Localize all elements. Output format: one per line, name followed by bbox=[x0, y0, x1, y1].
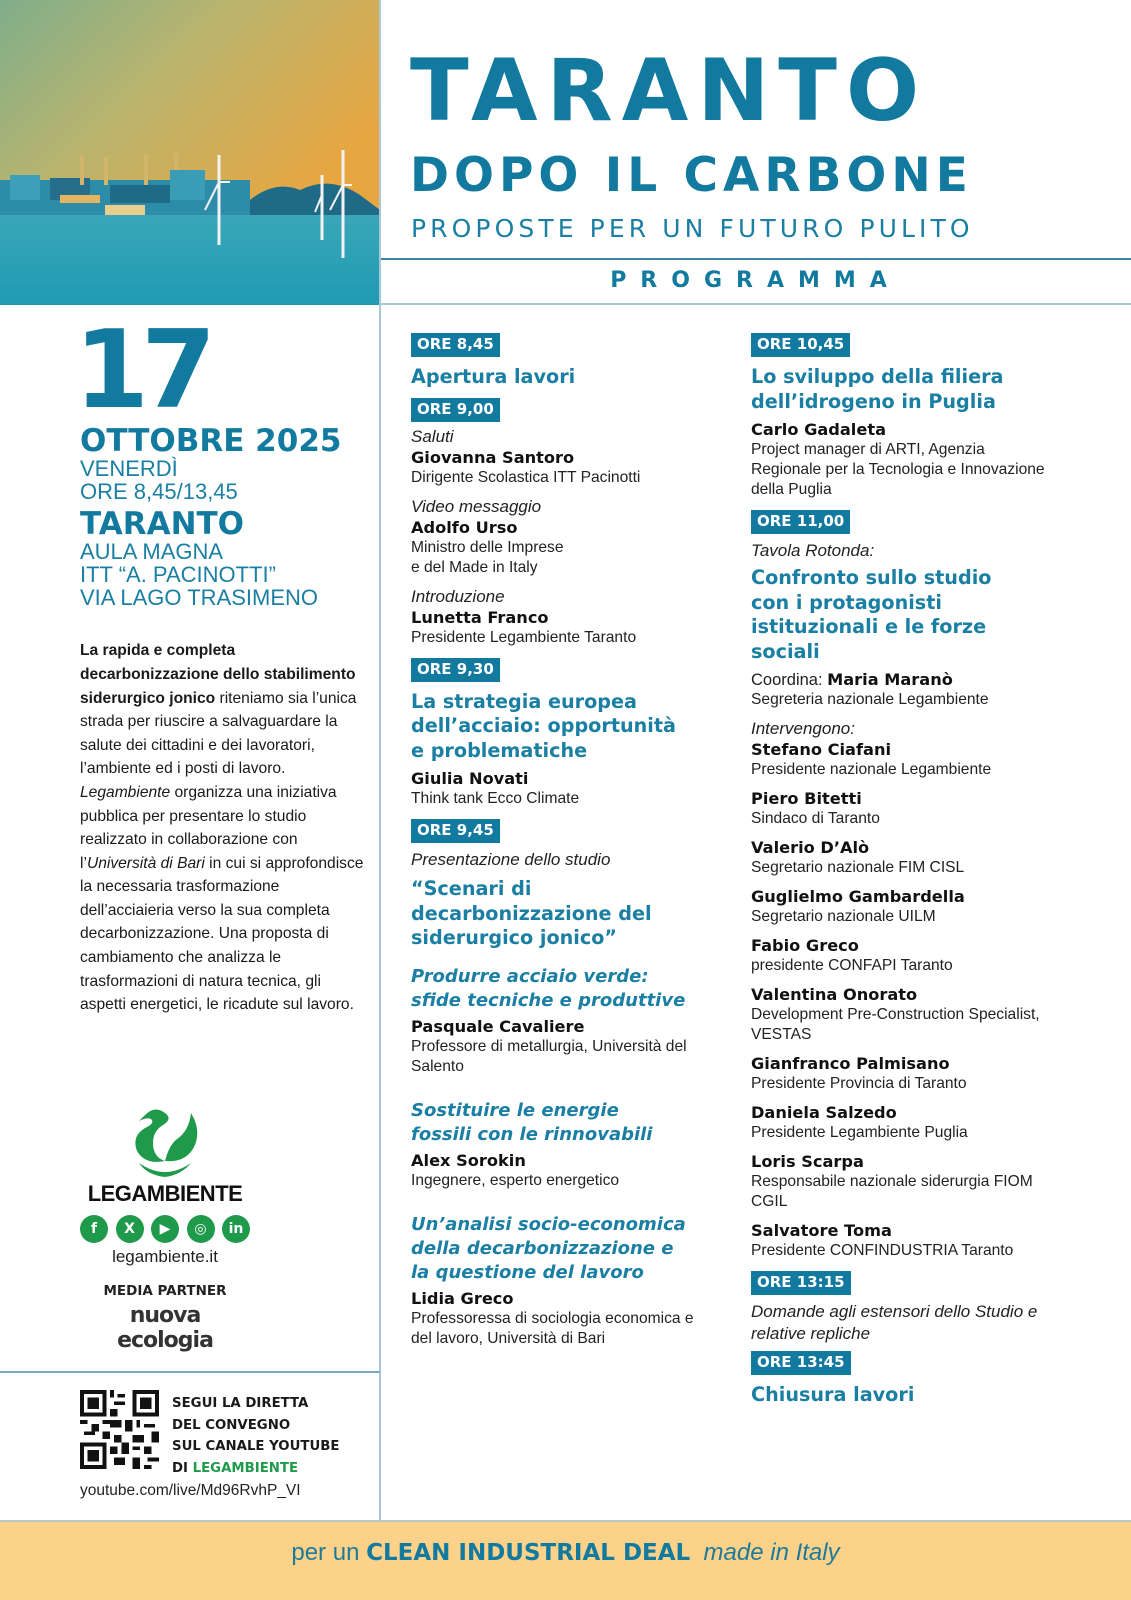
livestream-line bbox=[172, 1458, 339, 1480]
program-slot bbox=[751, 333, 1081, 500]
divider bbox=[380, 258, 1131, 260]
speaker-name: Lidia Greco bbox=[411, 1288, 514, 1308]
speaker-name: Giulia Novati bbox=[411, 769, 529, 788]
speaker-role: Presidente CONFINDUSTRIA Taranto bbox=[751, 1242, 1014, 1259]
event-hours: ORE 8,45/13,45 bbox=[80, 479, 238, 505]
intro-text: organizza una iniziativa pubblica per presentare lo studio realizzato in collaborazione con l’ bbox=[80, 783, 337, 872]
livestream-prefix: DI bbox=[172, 1460, 193, 1476]
speaker-role: Presidente Legambiente Puglia bbox=[751, 1124, 968, 1141]
speaker-role: Project manager di ARTI, Agenzia Regionale per la Tecnologia e Innovazione della Puglia bbox=[751, 441, 1045, 498]
session-title: Apertura lavori bbox=[411, 365, 576, 388]
event-weekday: VENERDÌ bbox=[80, 456, 178, 482]
speaker-name: Salvatore Toma bbox=[751, 1221, 892, 1240]
speaker-item bbox=[751, 1054, 1081, 1094]
talk-subtitle: Produrre acciaio verde: sfide tecniche e produttive bbox=[411, 965, 686, 1011]
venue-line: ITT “A. PACINOTTI” bbox=[80, 562, 276, 588]
program-slot bbox=[411, 333, 721, 390]
speaker-name: Stefano Ciafani bbox=[751, 740, 892, 759]
facebook-icon[interactable]: f bbox=[80, 1215, 108, 1243]
speaker-role: Think tank Ecco Climate bbox=[411, 790, 580, 807]
moderator bbox=[751, 670, 1081, 690]
swan-logo-icon bbox=[125, 1105, 205, 1179]
speaker-item bbox=[751, 887, 1081, 927]
time-badge: ORE 13:15 bbox=[751, 1271, 851, 1295]
speaker-name: Valentina Onorato bbox=[751, 985, 918, 1004]
session-title: Chiusura lavori bbox=[751, 1383, 915, 1406]
speaker-name: Gianfranco Palmisano bbox=[751, 1054, 950, 1073]
x-icon[interactable]: X bbox=[116, 1215, 144, 1243]
speaker-role: Presidente nazionale Legambiente bbox=[751, 761, 992, 778]
program-column-2 bbox=[751, 333, 1081, 1408]
youtube-icon[interactable]: ▶ bbox=[151, 1215, 179, 1243]
speaker-role: Responsabile nazionale siderurgia FIOM CGIL bbox=[751, 1173, 1033, 1210]
session-title: Lo sviluppo della filiera dell’idrogeno in Puglia bbox=[751, 365, 1004, 413]
speaker-role: Dirigente Scolastica ITT Pacinotti bbox=[411, 468, 641, 486]
speaker-item bbox=[751, 1103, 1081, 1143]
session-title: Confronto sullo studio con i protagonisti istituzionali e le forze sociali bbox=[751, 566, 992, 663]
time-badge: ORE 13:45 bbox=[751, 1351, 851, 1375]
organizer-block bbox=[80, 1105, 250, 1353]
divider bbox=[380, 303, 1131, 305]
segment-label: Intervengono: bbox=[751, 719, 855, 738]
talk-subtitle: Sostituire le energie fossili con le rinnovabili bbox=[411, 1099, 653, 1145]
intro-org: Legambiente bbox=[80, 783, 171, 801]
livestream-line: SUL CANALE YOUTUBE bbox=[172, 1439, 340, 1454]
time-badge: ORE 10,45 bbox=[751, 333, 850, 357]
moderator-role: Segreteria nazionale Legambiente bbox=[751, 691, 989, 708]
segment-label: Presentazione dello studio bbox=[411, 850, 611, 869]
speaker-role: Segretario nazionale FIM CISL bbox=[751, 859, 965, 876]
footer-suffix: made in Italy bbox=[703, 1539, 840, 1566]
intro-text: in cui si approfondisce la necessaria trasformazione dell’acciaieria verso la sua completa decarbonizzazione. Una proposta di cambiamento che analizza le trasformazioni di natura tecnica, gli aspetti energetici, le ricadute sul lavoro. bbox=[80, 854, 364, 1014]
session-title: “Scenari di decarbonizzazione del siderurgico jonico” bbox=[411, 877, 652, 949]
website-link[interactable]: legambiente.it bbox=[112, 1247, 218, 1266]
footer-highlight: CLEAN INDUSTRIAL DEAL bbox=[366, 1540, 691, 1566]
speaker-role: Segretario nazionale UILM bbox=[751, 908, 936, 925]
divider bbox=[0, 1371, 380, 1373]
speaker-name: Daniela Salzedo bbox=[751, 1103, 897, 1122]
segment-label: Tavola Rotonda: bbox=[751, 541, 875, 560]
section-heading-programma: PROGRAMMA bbox=[610, 268, 901, 293]
speaker-item bbox=[751, 740, 1081, 780]
intro-text: riteniamo sia l’unica strada per riuscire a salvaguardare la salute dei cittadini e dei lavoratori, l’ambiente ed i posti di lavoro. bbox=[80, 689, 357, 778]
venue-line: VIA LAGO TRASIMENO bbox=[80, 585, 318, 611]
speaker-role: Ingegnere, esperto energetico bbox=[411, 1171, 620, 1189]
speaker-name: Giovanna Santoro bbox=[411, 447, 575, 467]
organizer-name: LEGAMBIENTE bbox=[87, 1181, 243, 1206]
speaker-item bbox=[751, 1152, 1081, 1212]
speaker-item bbox=[751, 789, 1081, 829]
page-title: TARANTO bbox=[410, 41, 929, 141]
segment-label: Saluti bbox=[411, 426, 454, 446]
hero-illustration bbox=[0, 0, 380, 305]
intro-university: Università di Bari bbox=[86, 854, 205, 872]
program-slot bbox=[751, 1351, 1081, 1408]
event-info bbox=[74, 308, 370, 1017]
youtube-link[interactable]: youtube.com/live/Md96RvhP_VI bbox=[80, 1482, 301, 1499]
program-slot bbox=[751, 510, 1081, 1261]
speaker-name: Lunetta Franco bbox=[411, 607, 549, 627]
venue-line: AULA MAGNA bbox=[80, 539, 224, 565]
time-badge: ORE 11,00 bbox=[751, 510, 850, 534]
speaker-role: Sindaco di Taranto bbox=[751, 810, 880, 827]
segment-label: Video messaggio bbox=[411, 496, 542, 516]
media-partner-logo: nuova ecologia bbox=[117, 1303, 213, 1353]
speaker-name: Fabio Greco bbox=[751, 936, 859, 955]
speaker-role: Presidente Provincia di Taranto bbox=[751, 1075, 967, 1092]
event-month-year: OTTOBRE 2025 bbox=[80, 422, 342, 459]
speaker-name: Loris Scarpa bbox=[751, 1152, 864, 1171]
time-badge: ORE 9,30 bbox=[411, 658, 500, 682]
segment-label: Introduzione bbox=[411, 586, 505, 606]
livestream-text bbox=[172, 1393, 339, 1479]
speaker-name: Piero Bitetti bbox=[751, 789, 862, 808]
event-city: TARANTO bbox=[80, 505, 245, 542]
speaker-role: Professore di metallurgia, Università del Salento bbox=[411, 1037, 687, 1075]
intro-bold: La rapida e completa decarbonizzazione dello stabilimento siderurgico jonico bbox=[80, 642, 356, 707]
speaker-name: Alex Sorokin bbox=[411, 1150, 526, 1170]
talk-subtitle: Un’analisi socio-economica della decarbonizzazione e la questione del lavoro bbox=[411, 1213, 686, 1283]
time-badge: ORE 8,45 bbox=[411, 333, 500, 357]
program-slot bbox=[751, 1271, 1081, 1345]
speaker-name: Carlo Gadaleta bbox=[751, 420, 887, 439]
speaker-item bbox=[751, 1221, 1081, 1261]
footer-banner bbox=[0, 1520, 1131, 1600]
instagram-icon[interactable]: ◎ bbox=[187, 1215, 215, 1243]
livestream-line: DEL CONVEGNO bbox=[172, 1417, 291, 1433]
speaker-list bbox=[751, 740, 1081, 1261]
speaker-name: Pasquale Cavaliere bbox=[411, 1016, 585, 1036]
time-badge: ORE 9,45 bbox=[411, 819, 500, 843]
column-divider bbox=[379, 0, 381, 1520]
media-partner-label: MEDIA PARTNER bbox=[103, 1283, 227, 1299]
livestream-channel: LEGAMBIENTE bbox=[192, 1460, 299, 1476]
speaker-role: Ministro delle Imprese e del Made in Italy bbox=[411, 538, 564, 576]
intro-paragraph bbox=[80, 639, 370, 1017]
program-slot bbox=[411, 398, 721, 648]
tagline: PROPOSTE PER UN FUTURO PULITO bbox=[411, 214, 974, 243]
linkedin-icon[interactable]: in bbox=[222, 1215, 250, 1243]
title-block bbox=[380, 0, 1131, 305]
segment-label: Domande agli estensori dello Studio e relative repliche bbox=[751, 1302, 1038, 1343]
speaker-item bbox=[751, 936, 1081, 976]
program-slot bbox=[411, 658, 721, 810]
event-day: 17 bbox=[74, 308, 209, 433]
speaker-role: Professoressa di sociologia economica e del lavoro, Università di Bari bbox=[411, 1309, 694, 1347]
footer-prefix: per un bbox=[291, 1539, 367, 1566]
qr-code-icon[interactable] bbox=[80, 1390, 159, 1469]
moderator-name: Maria Maranò bbox=[827, 670, 953, 689]
speaker-name: Valerio D’Alò bbox=[751, 838, 870, 857]
moderator-label: Coordina: bbox=[751, 671, 828, 689]
livestream-line: SEGUI LA DIRETTA bbox=[172, 1396, 309, 1411]
social-links bbox=[80, 1215, 250, 1243]
session-title: La strategia europea dell’acciaio: opportunità e problematiche bbox=[411, 689, 677, 762]
time-badge: ORE 9,00 bbox=[411, 398, 500, 422]
speaker-name: Adolfo Urso bbox=[411, 517, 518, 537]
page-subtitle: DOPO IL CARBONE bbox=[410, 148, 973, 203]
speaker-role: Development Pre-Construction Specialist, VESTAS bbox=[751, 1006, 1040, 1043]
program-slot bbox=[411, 819, 721, 1349]
speaker-role: Presidente Legambiente Taranto bbox=[411, 628, 637, 646]
speaker-role: presidente CONFAPI Taranto bbox=[751, 957, 953, 974]
footer-slogan bbox=[0, 1539, 1131, 1567]
speaker-name: Guglielmo Gambardella bbox=[751, 887, 965, 906]
speaker-item bbox=[751, 838, 1081, 878]
program-column-1 bbox=[411, 333, 721, 1349]
speaker-item bbox=[751, 985, 1081, 1045]
